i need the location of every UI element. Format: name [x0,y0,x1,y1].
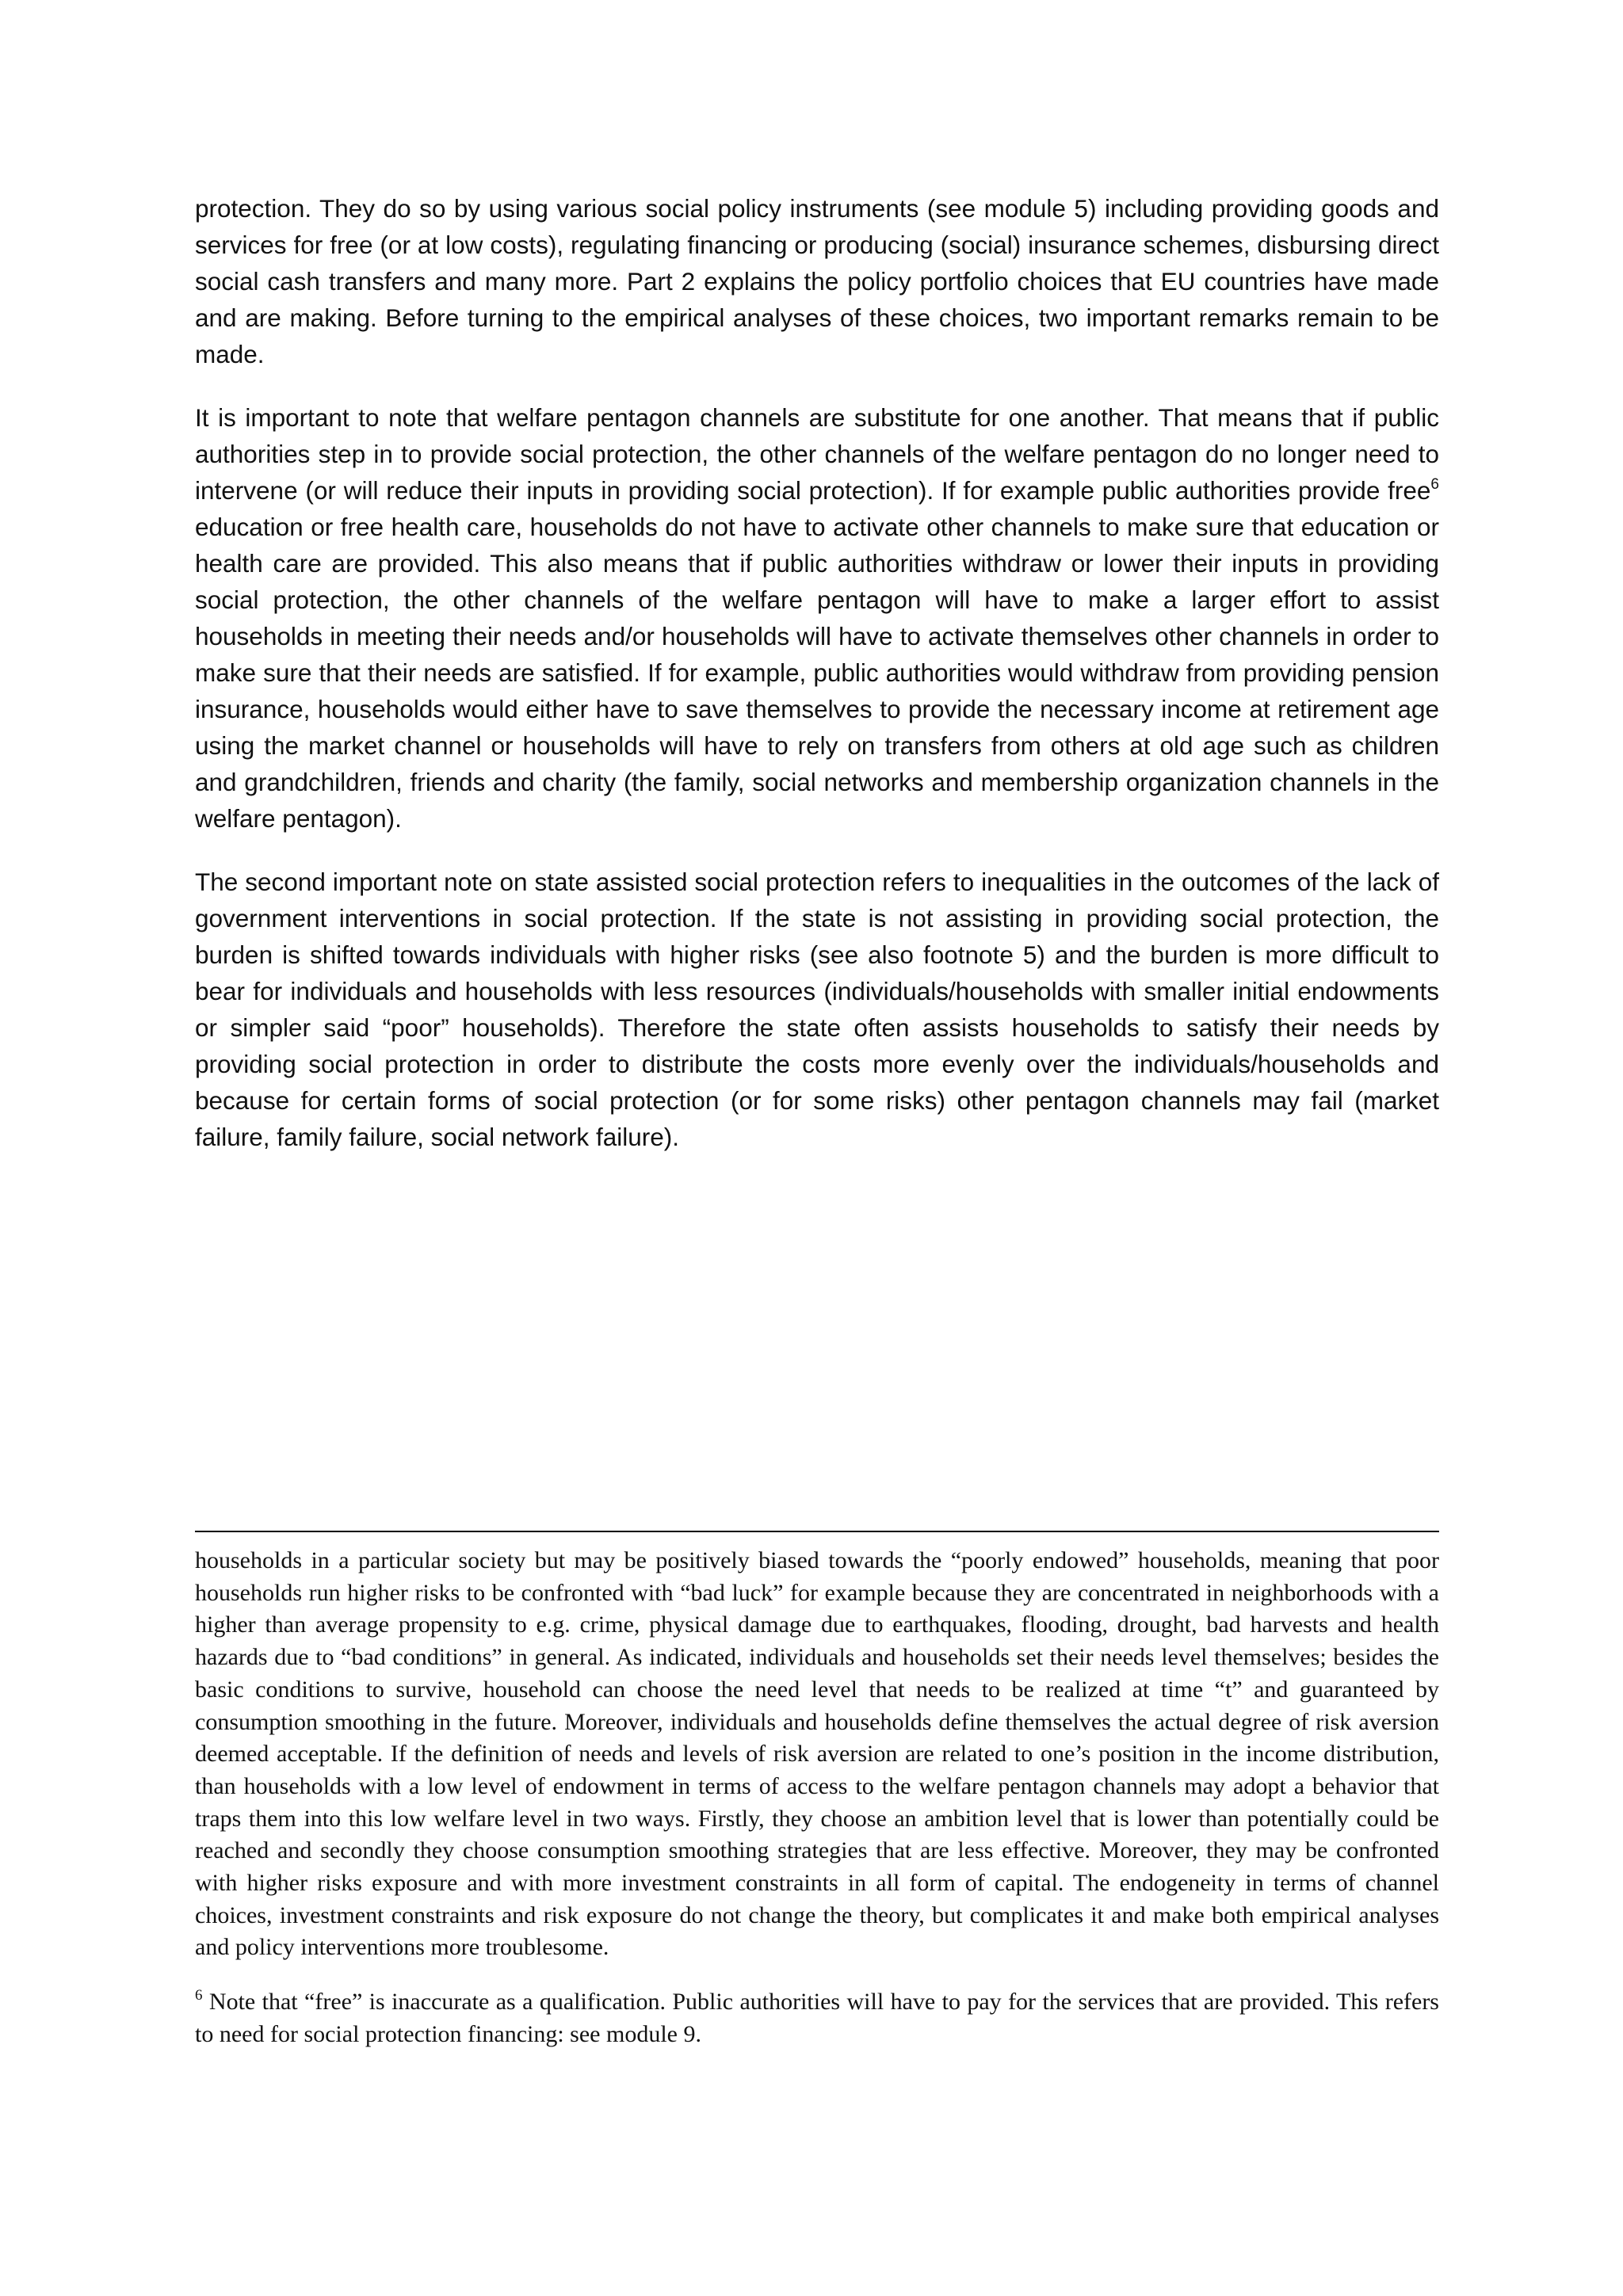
main-body [195,190,1439,1182]
footnote-separator [195,1531,1439,1532]
footnote-reference-6[interactable]: 6 [1430,476,1439,493]
footnote-continued: households in a particular society but may be positively biased towards the “poorly endowed” households, meaning that poor households run higher risks to be confronted with “bad luck” for example because they are concentrated in neighborhoods with a higher than average propensity to e.g. crime, physical damage due to earthquakes, flooding, drought, bad harvests and health hazards due to “bad conditions” in general. As indicated, individuals and households set their needs level themselves; besides the basic conditions to survive, household can choose the need level that needs to be realized at time “t” and guaranteed by consumption smoothing in the future. Moreover, individuals and households define themselves the actual degree of risk aversion deemed acceptable. If the definition of needs and levels of risk aversion are related to one’s position in the income distribution, than households with a low level of endowment in terms of access to the welfare pentagon channels may adopt a behavior that traps them into this low welfare level in two ways. Firstly, they choose an ambition level that is lower than potentially could be reached and secondly they choose consumption smoothing strategies that are less effective. Moreover, they may be confronted with higher risks exposure and with more investment constraints in all form of capital. The endogeneity in terms of channel choices, investment constraints and risk exposure do not change the theory, but complicates it and make both empirical analyses and policy interventions more troublesome. [195,1547,1439,1961]
footnote-6-marker: 6 [195,1987,203,2004]
footnotes-section [195,1545,1439,2073]
paragraph-inequalities: The second important note on state assisted social protection refers to inequalities in the outcomes of the lack of government interventions in social protection. If the state is not assisting in providing social protection, the burden is shifted towards individuals with higher risks (see also footnote 5) and the burden is more difficult to bear for individuals and households with less resources (individuals/households with smaller initial endowments or simpler said “poor” households). Therefore the state often assists households to satisfy their needs by providing social protection in order to distribute the costs more evenly over the individuals/households and because for certain forms of social protection (or for some risks) other pentagon channels may fail (market failure, family failure, social network failure). [195,868,1439,1151]
paragraph-text-part: education or free health care, households do not have to activate other channels to make sure that education or health care are provided. This also means that if public authorities withdraw or lower their inputs in providing social protection, the other channels of the welfare pentagon will have to make a larger effort to assist households in meeting their needs and/or households will have to activate themselves other channels in order to make sure that their needs are satisfied. If for example, public authorities would withdraw from providing pension insurance, households would either have to save themselves to provide the necessary income at retirement age using the market channel or households will have to rely on transfers from others at old age such as children and grandchildren, friends and charity (the family, social networks and membership organization channels in the welfare pentagon). [195,513,1439,833]
footnote-6-text: Note that “free” is inaccurate as a qualification. Public authorities will have to pay for the services that are provided. This refers to need for social protection financing: see module 9. [195,1989,1439,2047]
paragraph-substitute-channels [195,399,1439,837]
paragraph-text-part: It is important to note that welfare pentagon channels are substitute for one another. That means that if public authorities step in to provide social protection, the other channels of the welfare pentagon do no longer need to intervene (or will reduce their inputs in providing social protection). If for example public authorities provide free [195,403,1439,505]
paragraph-policy-instruments: protection. They do so by using various social policy instruments (see module 5) including providing goods and services for free (or at low costs), regulating financing or producing (social) insurance schemes, disbursing direct social cash transfers and many more. Part 2 explains the policy portfolio choices that EU countries have made and are making. Before turning to the empirical analyses of these choices, two important remarks remain to be made. [195,194,1439,368]
footnote-6 [195,1986,1439,2050]
